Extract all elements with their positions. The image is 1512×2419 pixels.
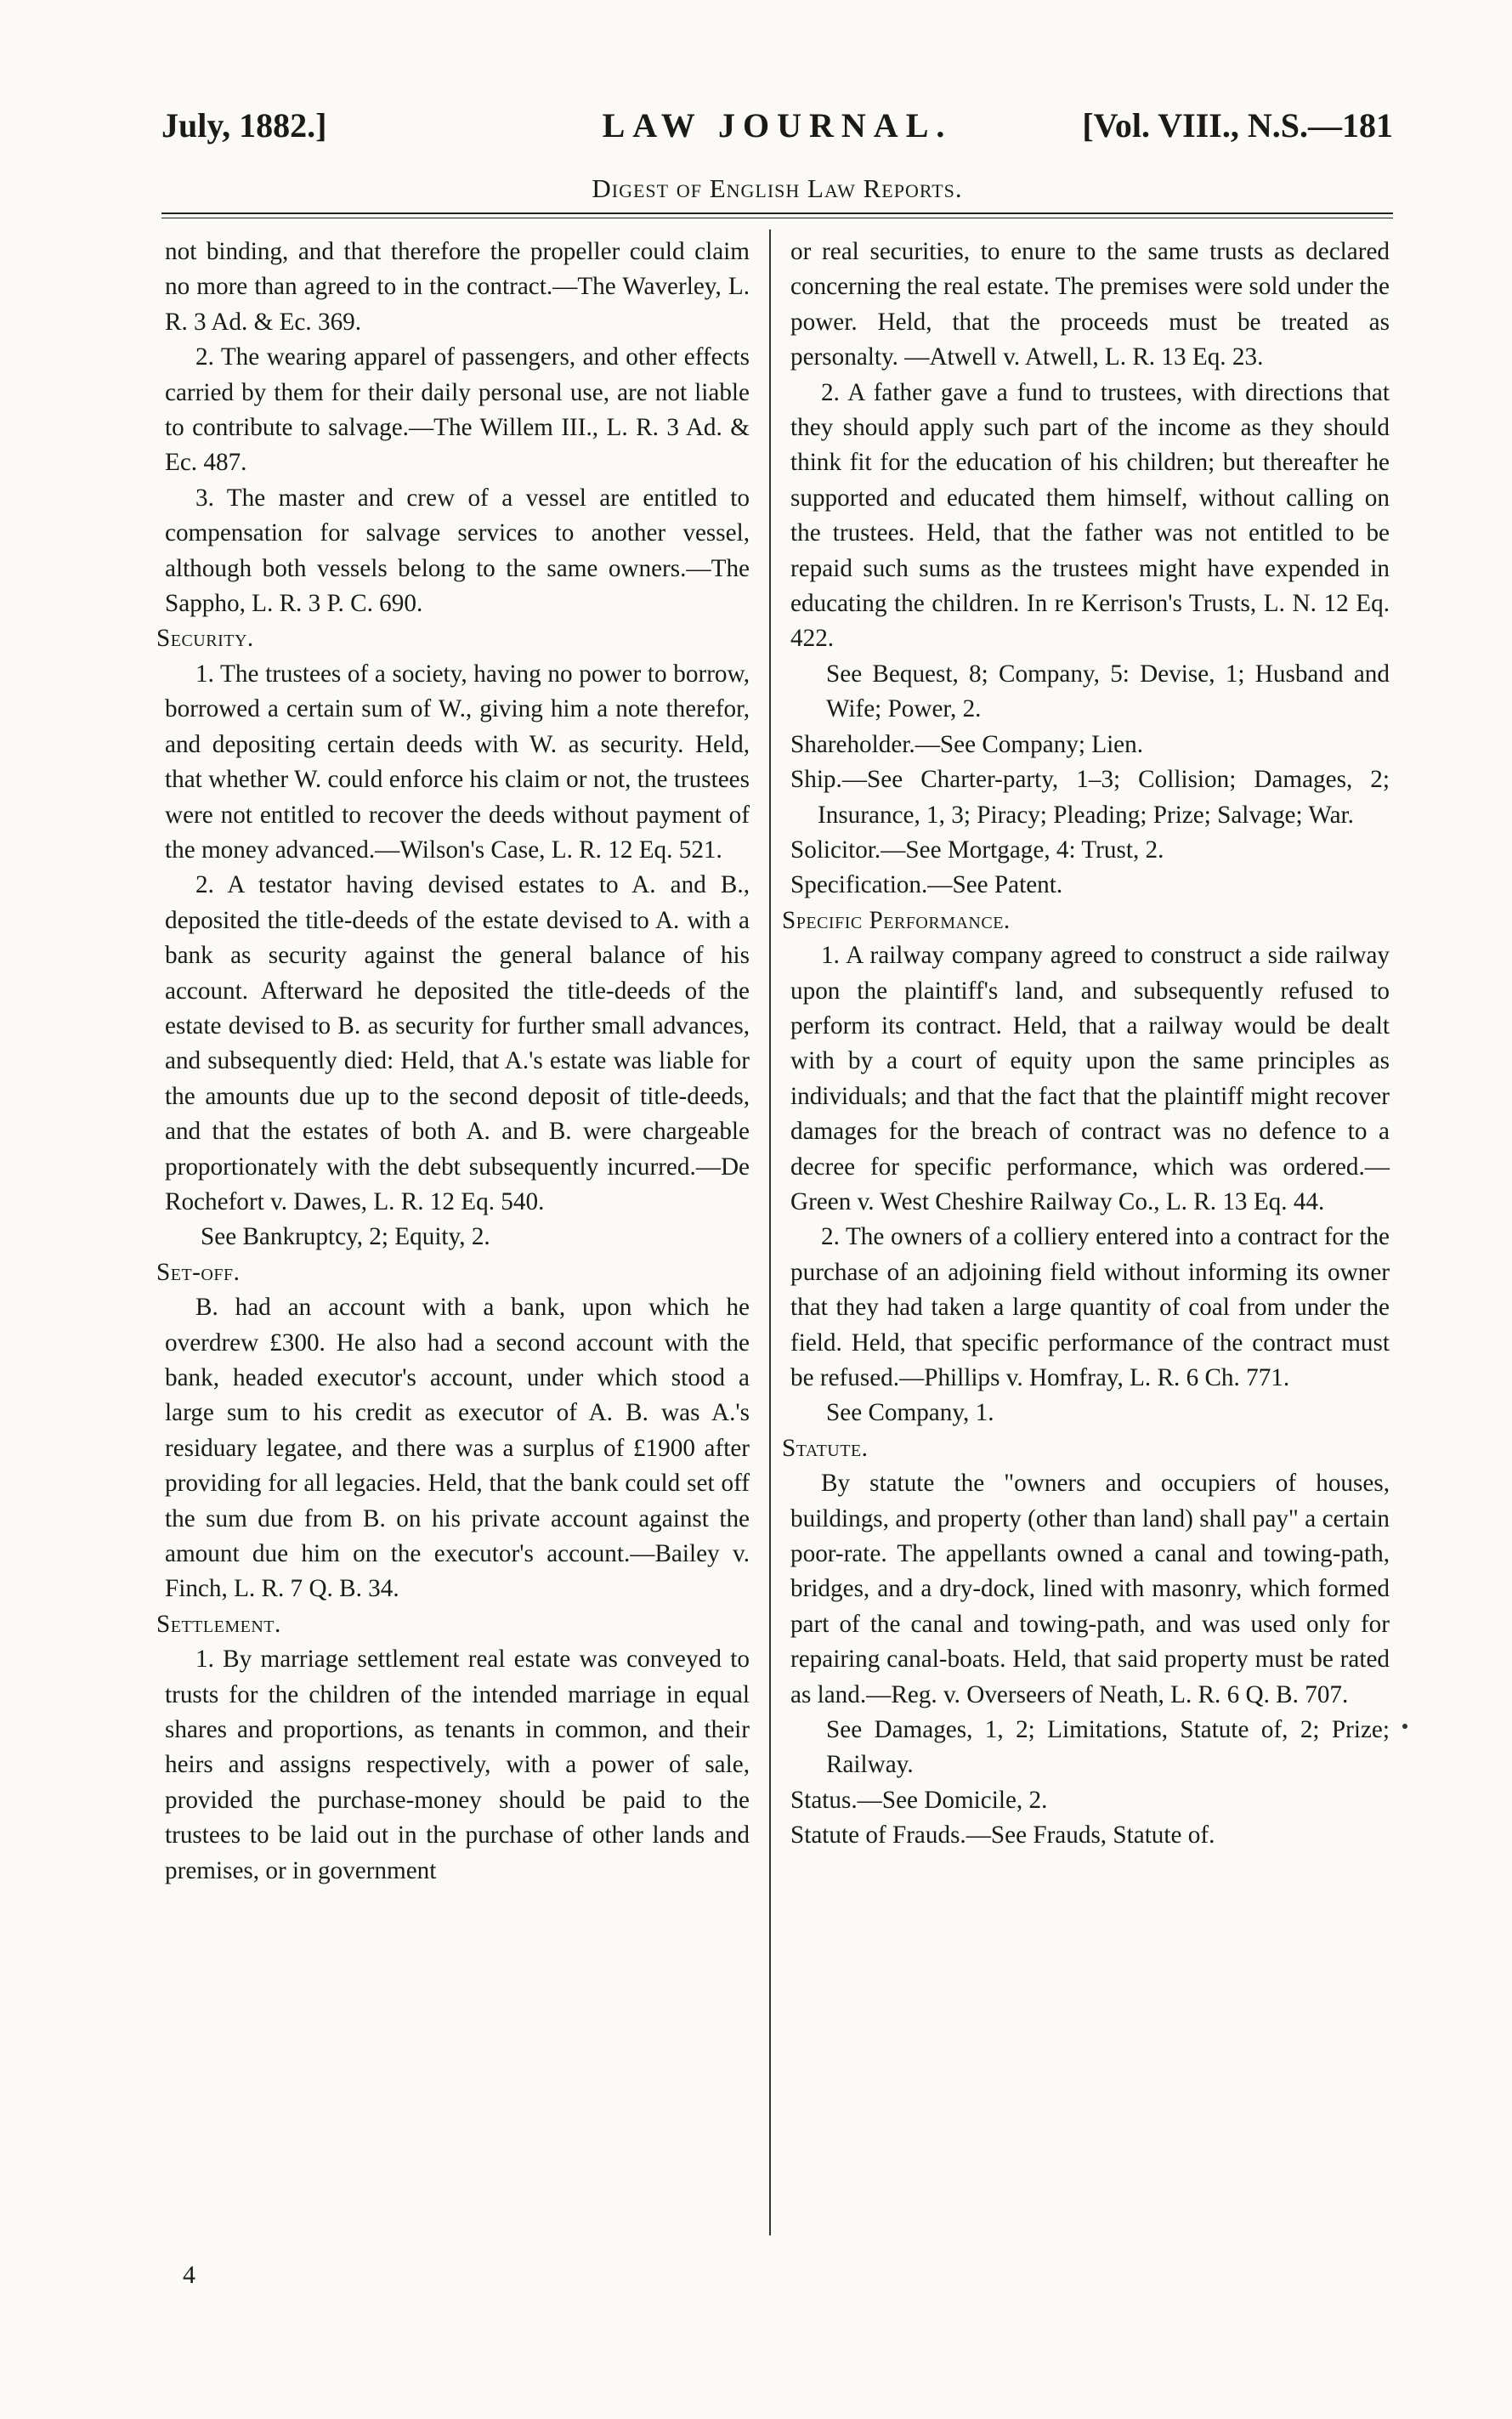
- digest-heading: Set-off.: [156, 1258, 241, 1286]
- see-also: See Company, 1.: [826, 1399, 994, 1427]
- cross-reference: Statute of Frauds.—See Frauds, Statute of.: [790, 1821, 1215, 1850]
- cross-reference: Specification.—See Patent.: [790, 871, 1063, 899]
- running-head: [161, 100, 1393, 151]
- digest-entry: 1. A railway company agreed to construct a side railway upon the plaintiff's land, and subsequently refused to perform its contract. Held, that a railway would be dealt with by a court of equity upon the same principles as individuals; and that the fact that the plaintiff might recover damages for the breach of contract was no defence to a decree for specific performance, which was ordered.—Green v. West Cheshire Railway Co., L. R. 13 Eq. 44.: [790, 942, 1390, 1215]
- digest-entry: 2. The owners of a colliery entered into a contract for the purchase of an adjoining field without informing its owner that they had taken a large quantity of coal from under the field. Held, that specific performance of the contract must be refused.—Phillips v. Homfray, L. R. 6 Ch. 771.: [790, 1223, 1390, 1391]
- see-also: See Bequest, 8; Company, 5: Devise, 1; Husband and Wife; Power, 2.: [826, 660, 1390, 723]
- digest-heading: Specific Performance.: [782, 906, 1011, 934]
- digest-entry: 3. The master and crew of a vessel are entitled to compensation for salvage services to another vessel, although both vessels belong to the same owners.—The Sappho, L. R. 3 P. C. 690.: [165, 484, 750, 618]
- section-title: Digest of English Law Reports.: [592, 173, 963, 203]
- cross-reference: Solicitor.—See Mortgage, 4: Trust, 2.: [790, 836, 1164, 864]
- continued-paragraph: not binding, and that therefore the propeller could claim no more than agreed to in the contract.—The Waverley, L. R. 3 Ad. & Ec. 369.: [165, 238, 750, 336]
- digest-heading: Security.: [156, 625, 254, 653]
- digest-entry: 1. By marriage settlement real estate was conveyed to trusts for the children of the intended marriage in equal shares and proportions, as tenants in common, and their heirs and assigns respectively, with a power of sale, provided the purchase-money should be paid to the trustees to be laid out in the purchase of other lands and premises, or in government: [165, 1646, 750, 1884]
- see-also: See Bankruptcy, 2; Equity, 2.: [201, 1223, 490, 1251]
- continued-paragraph: or real securities, to enure to the same trusts as declared concerning the real estate. The premises were sold under the power. Held, that the proceeds must be treated as personalty. —Atwell v. Atwell, L. R. 13 Eq. 23.: [790, 238, 1390, 371]
- digest-heading: Settlement.: [156, 1610, 281, 1638]
- column-divider: [769, 229, 771, 2235]
- cross-reference: Status.—See Domicile, 2.: [790, 1786, 1048, 1814]
- header-rule: [161, 212, 1393, 214]
- digest-entry: 1. The trustees of a society, having no power to borrow, borrowed a certain sum of W., giving him a note therefor, and depositing certain deeds with W. as security. Held, that whether W. could enforce his claim or not, the trustees were not entitled to recover the deeds without payment of the money advanced.—Wilson's Case, L. R. 12 Eq. 521.: [165, 660, 750, 864]
- see-also: See Damages, 1, 2; Limitations, Statute of, 2; Prize; Railway.: [826, 1716, 1390, 1779]
- left-column: [156, 235, 750, 1889]
- digest-entry: 2. A testator having devised estates to A. and B., deposited the title-deeds of the estate devised to A. with a bank as security against the general balance of his account. Afterward he deposited the title-deeds of the estate devised to B. as security for further small advances, and subsequently died: Held, that A.'s estate was liable for the amounts due up to the second deposit of title-deeds, and that the estates of both A. and B. were chargeable proportionately with the debt subsequently incurred.—De Rochefort v. Dawes, L. R. 12 Eq. 540.: [165, 871, 750, 1215]
- right-column: [782, 235, 1390, 1854]
- digest-entry: B. had an account with a bank, upon which he overdrew £300. He also had a second account with the bank, headed executor's account, under which stood a large sum to his credit as executor of A. B. was A.'s residuary legatee, and there was a surplus of £1900 after providing for all legacies. Held, that the bank could set off the sum due from B. on his private account against the amount due him on the executor's account.—Bailey v. Finch, L. R. 7 Q. B. 34.: [165, 1294, 750, 1603]
- digest-entry: 2. The wearing apparel of passengers, and other effects carried by them for their daily personal use, are not liable to contribute to salvage.—The Willem III., L. R. 3 Ad. & Ec. 487.: [165, 343, 750, 477]
- footer-mark: 4: [183, 2261, 195, 2289]
- digest-entry: 2. A father gave a fund to trustees, with directions that they should apply such part of the income as they should think fit for the education of his children; but thereafter he supported and educated them himself, without calling on the trustees. Held, that the father was not entitled to be repaid such sums as the trustees might have expended in educating the children. In re Kerrison's Trusts, L. N. 12 Eq. 422.: [790, 378, 1390, 653]
- volume-page: [Vol. VIII., N.S.—181: [1082, 106, 1393, 144]
- issue-date: July, 1882.]: [161, 106, 327, 144]
- cross-reference: Ship.—See Charter-party, 1–3; Collision; Damages, 2; Insurance, 1, 3; Piracy; Pleading; Prize; Salvage; War.: [790, 766, 1390, 829]
- cross-reference: Shareholder.—See Company; Lien.: [790, 730, 1144, 758]
- journal-title: LAW JOURNAL.: [602, 106, 953, 144]
- digest-entry: By statute the "owners and occupiers of houses, buildings, and property (other than land) shall pay" a certain poor-rate. The appellants owned a canal and towing-path, bridges, and a dry-dock, lined with masonry, which formed part of the canal and towing-path, and was used only for repairing canal-boats. Held, that said property must be rated as land.—Reg. v. Overseers of Neath, L. R. 6 Q. B. 707.: [790, 1470, 1390, 1708]
- stray-dot: [1402, 1724, 1407, 1729]
- digest-heading: Statute.: [782, 1434, 869, 1462]
